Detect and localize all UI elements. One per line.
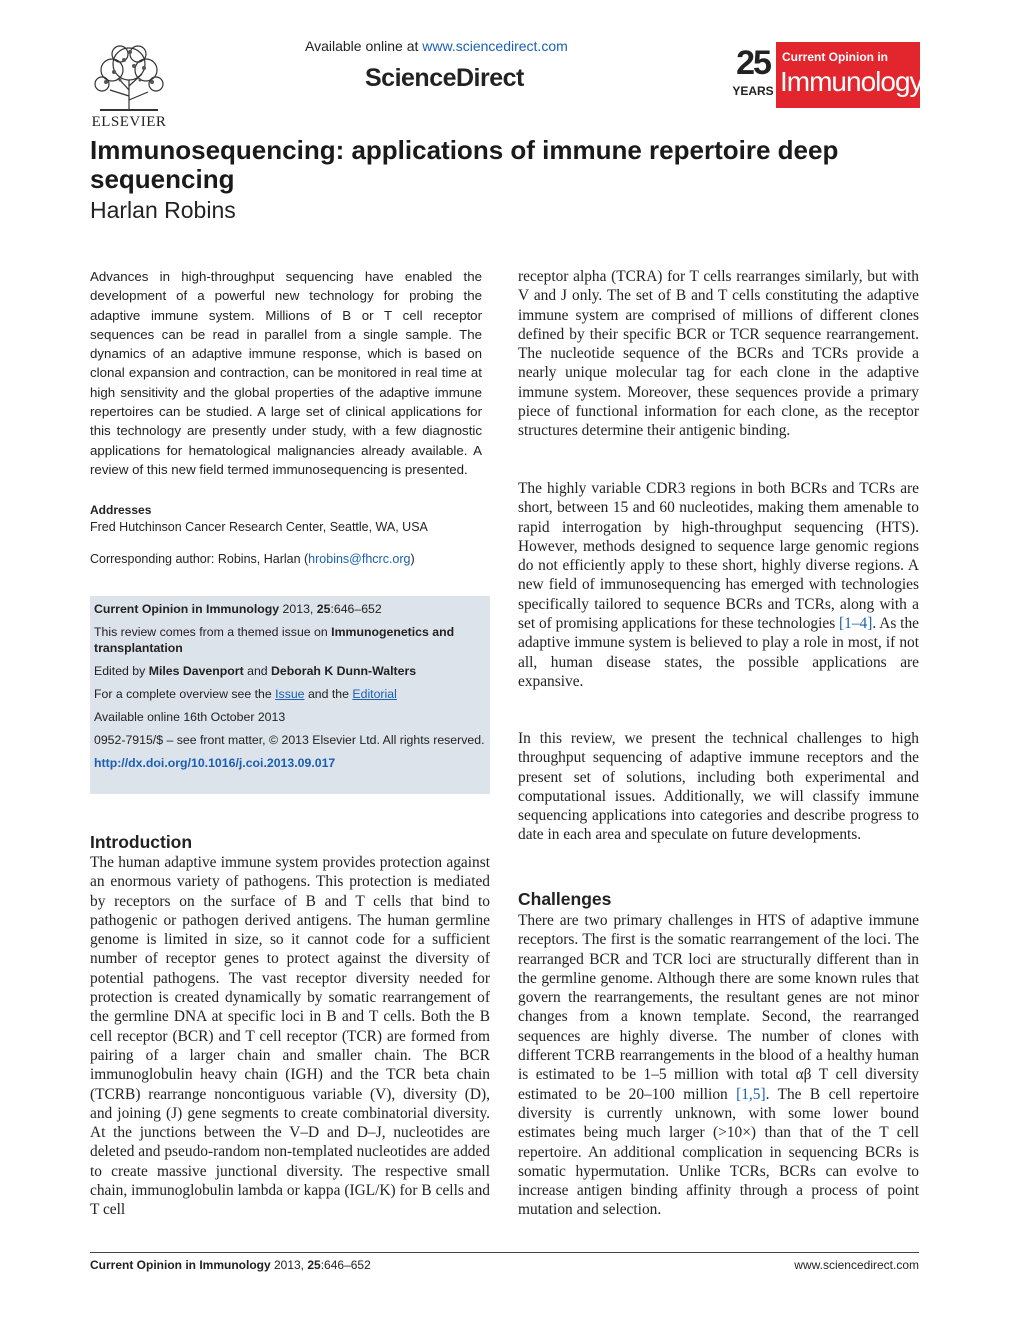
footer-pages: :646–652 — [320, 1258, 371, 1272]
challenges-body — [518, 911, 919, 1220]
info-themed-issue — [94, 624, 486, 656]
anniversary-number: 25 — [736, 44, 770, 82]
info-year: 2013, — [279, 602, 317, 616]
author-email-link[interactable]: hrobins@fhcrc.org — [308, 552, 411, 566]
editors-and: and — [243, 664, 272, 678]
elsevier-tree-icon — [90, 40, 168, 112]
themed-prefix: This review comes from a themed issue on — [94, 625, 332, 639]
issue-link[interactable]: Issue — [275, 687, 305, 701]
anniversary-badge — [728, 42, 778, 108]
info-copyright: 0952-7915/$ – see front matter, © 2013 Elsevier Ltd. All rights reserved. — [94, 733, 485, 747]
abstract: Advances in high-throughput sequencing have enabled the development of a powerful new technology for probing the adaptive immune system. Millions of B or T cell receptor sequences can be read in parallel from a single sample. The dynamics of an adaptive immune response, which is based on clonal expansion and contraction, can be monitored in real time at high sensitivity and the global properties of the adaptive immune repertoires can be studied. A large set of clinical applications for this technology are presently under study, with a few diagnostic applications for hematological malignancies already available. A review of this new field termed immunosequencing is presented. — [90, 269, 482, 477]
overview-and: and the — [304, 687, 353, 701]
themed-topic: Immunogenetics and transplantation — [94, 625, 455, 655]
journal-series: Current Opinion in — [782, 50, 888, 64]
footer-divider — [90, 1252, 919, 1253]
p2-text-after: . As the adaptive immune system is believed to play a role in most, if not all, human disease states, the possible applications are expansive. — [518, 615, 919, 690]
reference-link-1-4[interactable]: [1–4] — [839, 615, 873, 633]
article-info-box — [90, 596, 490, 794]
p2-text-before: The highly variable CDR3 regions in both BCRs and TCRs are short, between 15 and 60 nucleotides, making them amenable to rapid interrogation by high-throughput sequencing (HTS). However, methods designed to sequence large genomic regions do not efficiently apply to these short, highly diverse regions. A new field of immunosequencing has emerged with technologies specifically tailored to sequence BCRs and TCRs, along with a set of promising applications for these technologies — [518, 480, 919, 633]
publisher-name: ELSEVIER — [91, 114, 167, 130]
info-pages: :646–652 — [330, 602, 382, 616]
corresponding-prefix: Corresponding author: Robins, Harlan ( — [90, 552, 309, 566]
edited-prefix: Edited by — [94, 664, 149, 678]
sciencedirect-brand: ScienceDirect — [365, 64, 524, 92]
info-volume: 25 — [316, 602, 331, 616]
footer-volume: 25 — [307, 1258, 321, 1272]
footer-citation — [90, 1258, 371, 1272]
info-citation — [94, 601, 486, 617]
available-online-line — [305, 38, 568, 54]
info-available-online: Available online 16th October 2013 — [94, 710, 286, 724]
available-prefix: Available online at — [305, 38, 423, 54]
article-title: Immunosequencing: applications of immune repertoire deep sequencing — [90, 135, 839, 194]
body-paragraph-2 — [518, 479, 919, 691]
doi-link[interactable]: http://dx.doi.org/10.1016/j.coi.2013.09.017 — [94, 756, 336, 770]
challenges-text-before: There are two primary challenges in HTS of adaptive immune receptors. The first is the somatic rearrangement of the loci. The rearranged BCR and TCR loci are structurally different than in the germline genome. Although there are some known rules that govern the rearrangements, the resultant genes are not minor changes from a known template. Second, the rearranged sequences are highly diverse. The number of clones with different TCRB rearrangements in the blood of a healthy human is estimated to be 1–5 million with total αβ T cell diversity estimated to be 20–100 million — [518, 912, 919, 1103]
editor-2: Deborah K Dunn-Walters — [271, 664, 417, 678]
reference-link-1-5[interactable]: [1,5] — [736, 1085, 766, 1103]
info-journal: Current Opinion in Immunology — [94, 602, 280, 616]
article-author: Harlan Robins — [90, 197, 236, 223]
editor-1: Miles Davenport — [148, 664, 244, 678]
body-paragraph-1: receptor alpha (TCRA) for T cells rearranges similarly, but with V and J only. The set of B and T cells constituting the adaptive immune system are comprised of millions of different clones defined by their specific BCR or TCR sequence rearrangement. The nucleotide sequence of the BCRs and TCRs provide a nearly unique molecular tag for each clone in the adaptive immune system. Moreover, these sequences provide a primary piece of functional information for each clone, as the receptor structures determine their antigenic binding. — [518, 268, 919, 440]
body-paragraph-3: In this review, we present the technical challenges to high throughput sequencing of adaptive immune receptors and the present set of solutions, including both experimental and computational issues. Additionally, we will classify immune sequencing applications into categories and describe progress to date in each area and speculate on future developments. — [518, 730, 919, 844]
info-overview — [94, 686, 486, 702]
address-text: Fred Hutchinson Cancer Research Center, Seattle, WA, USA — [90, 520, 428, 534]
challenges-heading: Challenges — [518, 889, 612, 909]
footer-journal: Current Opinion in Immunology — [90, 1258, 271, 1272]
footer-url[interactable]: www.sciencedirect.com — [794, 1258, 919, 1272]
footer-year: 2013, — [270, 1258, 308, 1272]
journal-banner — [776, 42, 923, 108]
sciencedirect-link[interactable]: www.sciencedirect.com — [422, 38, 568, 54]
anniversary-word: YEARS — [732, 84, 774, 98]
journal-name: Immunology — [780, 66, 923, 97]
addresses-heading: Addresses — [90, 503, 152, 517]
editorial-link[interactable]: Editorial — [352, 687, 397, 701]
overview-prefix: For a complete overview see the — [94, 687, 276, 701]
challenges-text-after: . The B cell repertoire diversity is currently unknown, with some lower bound estimates being much larger (>10×) than that of the T cell repertoire. An additional complication in sequencing BCRs is somatic hypermutation. Unlike TCRs, BCRs can evolve to increase antigen binding affinity through a process of point mutation and selection. — [518, 1085, 919, 1219]
introduction-body: The human adaptive immune system provides protection against an enormous variety of pathogens. This protection is mediated by receptors on the surface of B and T cells that bind to pathogenic or pathogen derived antigens. The human germline genome is limited in size, so it cannot code for a sufficient number of receptor genes to protect against the diversity of potential pathogens. The vast receptor diversity needed for protection is created dynamically by somatic rearrangement of the germline DNA at specific loci in B and T cells. Both the B cell receptor (BCR) and T cell receptor (TCR) are formed from pairing of a larger chain and smaller chain. The BCR immunoglobulin heavy chain (IGH) and the TCR beta chain (TCRB) rearrange noncontiguous variable (V), diversity (D), and joining (J) gene segments to create combinatorial diversity. At the junctions between the V–D and D–J, nucleotides are deleted and pseudo-random non-templated nucleotides are added to create massive junctional diversity. The respective small chain, immunoglobulin lambda or kappa (IGL/K) for B cells and T cell — [90, 854, 491, 1219]
corresponding-author — [90, 552, 415, 566]
introduction-heading: Introduction — [90, 832, 193, 852]
journal-logo — [728, 42, 923, 108]
info-editors — [94, 663, 486, 679]
corresponding-suffix: ) — [410, 552, 415, 566]
elsevier-logo — [90, 40, 168, 130]
